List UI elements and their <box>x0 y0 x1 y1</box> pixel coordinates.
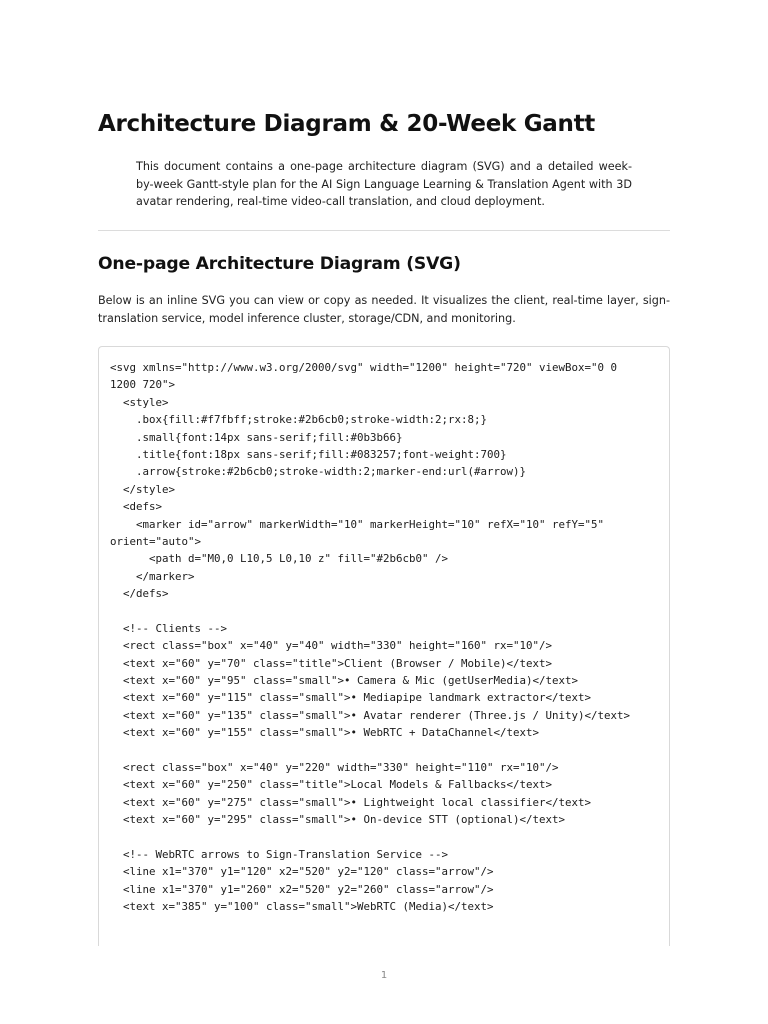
section-divider <box>98 230 670 231</box>
section-heading: One-page Architecture Diagram (SVG) <box>98 254 461 274</box>
code-line: </marker> <box>110 569 195 583</box>
code-line: <style> <box>110 395 169 409</box>
code-line: .arrow{stroke:#2b6cb0;stroke-width:2;marker-end:url(#arrow)} <box>110 465 527 479</box>
code-line: <line x1="370" y1="120" x2="520" y2="120" class="arrow"/> <box>110 865 494 879</box>
intro-paragraph: This document contains a one-page architecture diagram (SVG) and a detailed week-by-week Gantt-style plan for the AI Sign Language Learning & Translation Agent with 3D avatar rendering, real-time video-call translation, and cloud deployment. <box>136 160 632 208</box>
code-line <box>110 829 658 846</box>
code-line: orient="auto"> <box>110 534 202 548</box>
code-line: </defs> <box>110 587 169 601</box>
code-line: .title{font:18px sans-serif;fill:#083257;font-weight:700} <box>110 447 507 461</box>
code-line: <text x="60" y="95" class="small">• Camera & Mic (getUserMedia)</text> <box>110 674 579 688</box>
code-line <box>110 742 658 759</box>
code-line: <text x="60" y="70" class="title">Client (Browser / Mobile)</text> <box>110 656 553 670</box>
code-line: <!-- Clients --> <box>110 621 228 635</box>
code-line: .box{fill:#f7fbff;stroke:#2b6cb0;stroke-width:2;rx:8;} <box>110 413 488 427</box>
code-line <box>110 602 658 619</box>
code-line: </style> <box>110 482 176 496</box>
code-line: .small{font:14px sans-serif;fill:#0b3b66} <box>110 430 403 444</box>
page-number: 1 <box>380 970 388 981</box>
code-line: <text x="60" y="295" class="small">• On-device STT (optional)</text> <box>110 813 566 827</box>
code-line: <path d="M0,0 L10,5 L0,10 z" fill="#2b6cb0" /> <box>110 552 449 566</box>
code-line: <text x="60" y="250" class="title">Local Models & Fallbacks</text> <box>110 778 553 792</box>
code-line: <text x="60" y="275" class="small">• Lightweight local classifier</text> <box>110 795 592 809</box>
code-block[interactable] <box>98 346 670 946</box>
code-line: <rect class="box" x="40" y="220" width="330" height="110" rx="10"/> <box>110 760 559 774</box>
code-line: <rect class="box" x="40" y="40" width="330" height="160" rx="10"/> <box>110 639 553 653</box>
code-line: <text x="385" y="100" class="small">WebRTC (Media)</text> <box>110 900 494 914</box>
code-line: <text x="60" y="155" class="small">• WebRTC + DataChannel</text> <box>110 726 540 740</box>
code-line: 1200 720"> <box>110 378 176 392</box>
section-description: Below is an inline SVG you can view or copy as needed. It visualizes the client, real-time layer, sign-translation service, model inference cluster, storage/CDN, and monitoring. <box>98 294 670 325</box>
code-line: <text x="60" y="115" class="small">• Mediapipe landmark extractor</text> <box>110 691 592 705</box>
code-line: <text x="60" y="135" class="small">• Avatar renderer (Three.js / Unity)</text> <box>110 708 631 722</box>
document-title: Architecture Diagram & 20-Week Gantt <box>98 111 595 137</box>
code-line: <svg xmlns="http://www.w3.org/2000/svg" width="1200" height="720" viewBox="0 0 <box>110 361 618 374</box>
code-line: <defs> <box>110 500 163 514</box>
code-line: <!-- WebRTC arrows to Sign-Translation Service --> <box>110 847 449 861</box>
code-line: <marker id="arrow" markerWidth="10" markerHeight="10" refX="10" refY="5" <box>110 517 605 531</box>
code-line: <line x1="370" y1="260" x2="520" y2="260" class="arrow"/> <box>110 882 494 896</box>
